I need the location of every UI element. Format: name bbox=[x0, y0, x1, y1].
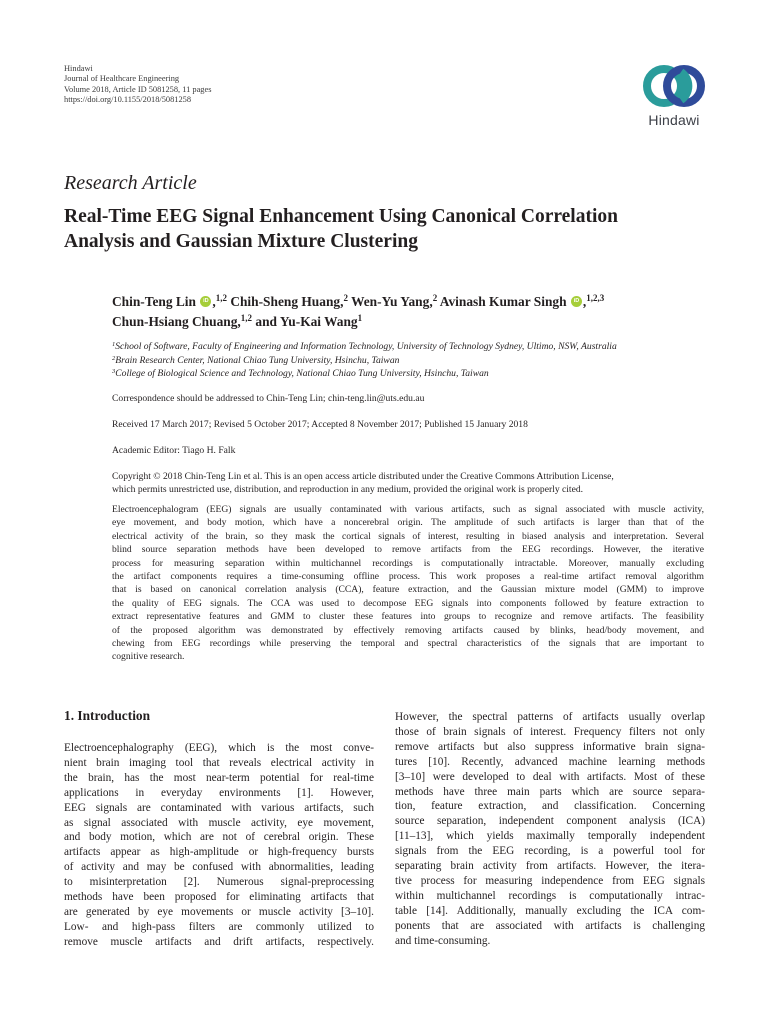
author-name: Chun-Hsiang Chuang bbox=[112, 314, 238, 329]
body-line: to misinterpretation [2]. Numerous signal-preprocessing bbox=[64, 876, 374, 889]
affiliation-item bbox=[112, 340, 712, 354]
affiliation-item bbox=[112, 367, 712, 381]
body-line: remove muscle artifacts and drift artifacts, respectively. bbox=[64, 935, 374, 948]
body-line: the brain, has the most near-term potential for real-time bbox=[64, 771, 374, 784]
body-line: artifacts appear as high-amplitude or high-frequency bursts bbox=[64, 846, 374, 859]
author-affiliation-ref: 1,2,3 bbox=[586, 293, 605, 303]
correspondence: Correspondence should be addressed to Chin-Teng Lin; chin-teng.lin@uts.edu.au bbox=[112, 393, 425, 404]
body-paragraph bbox=[64, 741, 374, 950]
body-line: methods have three main parts which are source separa- bbox=[395, 785, 705, 798]
body-line: and time-consuming. bbox=[395, 934, 491, 947]
affiliation-list bbox=[112, 340, 712, 381]
author-line: Chun-Hsiang Chuang,$^{1,2}$ and Yu-Kai Wang$^1$ bbox=[112, 313, 363, 329]
author-list bbox=[112, 292, 712, 332]
hindawi-logo-mark-icon bbox=[636, 60, 712, 112]
abstract-line: extract representative features and GMM to cluster these features into groups to recognize and remove artifacts. The feasibility bbox=[112, 611, 704, 623]
author-name: Chin-Teng Lin bbox=[112, 294, 196, 309]
affiliation-text: Brain Research Center, National Chiao Tung University, Hsinchu, Taiwan bbox=[115, 354, 400, 366]
abstract-line: the quality of EEG signals. The CCA was used to decompose EEG signals into components followed by feature extraction to bbox=[112, 597, 704, 609]
hindawi-logo bbox=[636, 60, 712, 132]
abstract-line: process for measuring separation within multichannel recordings is computationally intractable. Moreover, manually excluding bbox=[112, 557, 704, 569]
academic-editor: Academic Editor: Tiago H. Falk bbox=[112, 445, 236, 456]
abstract-line: the artifact components requires a time-consuming offline process. This work proposes a real-time artifact removal algorithm bbox=[112, 571, 704, 583]
abstract-line: of the proposed algorithm was demonstrated by effectively removing artifacts caused by blinks, head/body movement, and bbox=[112, 624, 704, 636]
abstract-line: Electroencephalogram (EEG) signals are usually contaminated with various artifacts, such as signal associated with muscle activity, bbox=[112, 504, 704, 515]
title-line: Real-Time EEG Signal Enhancement Using Canonical Correlation bbox=[64, 206, 618, 227]
body-paragraph bbox=[395, 710, 705, 949]
body-line: signals from the EEG recording, is a powerful tool for bbox=[395, 845, 705, 858]
author-line: Chin-Teng Lin iD ,$^{1,2}$ Chih-Sheng Huang,$^2$ Wen-Yu Yang,$^2$ Avinash Kumar Singh iD ,$^{1,2,3}$ bbox=[112, 292, 712, 312]
body-line: However, the spectral patterns of artifacts usually overlap bbox=[395, 711, 705, 723]
author-name: Yu-Kai Wang bbox=[279, 314, 358, 329]
orcid-icon[interactable] bbox=[571, 296, 582, 307]
body-line: EEG signals are contaminated with various artifacts, such bbox=[64, 801, 374, 814]
body-line: are generated by eye movements or muscle activity [3–10]. bbox=[64, 905, 374, 918]
author-name: Wen-Yu Yang bbox=[351, 294, 430, 309]
body-line: remove artifacts but also suppress informative brain signa- bbox=[395, 740, 705, 753]
abstract-line: cognitive research. bbox=[112, 651, 185, 663]
body-line: and body motion, which are not of cerebral origin. These bbox=[64, 831, 374, 844]
body-column-left bbox=[64, 708, 374, 950]
journal-name: Journal of Healthcare Engineering bbox=[64, 74, 180, 84]
body-line: those of brain signals of interest. Frequency filters not only bbox=[395, 725, 705, 738]
section-heading: 1. Introduction bbox=[64, 708, 151, 723]
affiliation-number: 2 bbox=[112, 354, 116, 362]
affiliation-item bbox=[112, 354, 712, 368]
abstract-line: chewing from EEG recordings while preserving the temporal and spectral characteristics of the signals that are important to bbox=[112, 638, 704, 650]
hindawi-logo-text: Hindawi bbox=[648, 112, 700, 128]
body-line: [11–13], which yields maximally temporally independent bbox=[395, 830, 705, 843]
body-line: nient brain imaging tool that reveals electrical activity in bbox=[64, 756, 374, 769]
body-line: within multichannel recordings is computationally intrac- bbox=[395, 889, 705, 902]
abstract-line: that is based on canonical correlation analysis (CCA), feature extraction, and the Gaussian mixture model (GMM) to improve bbox=[112, 584, 704, 596]
affiliation-number: 3 bbox=[112, 368, 116, 375]
body-line: methods have been proposed for eliminating artifacts that bbox=[64, 891, 374, 904]
author-affiliation-ref: 1,2 bbox=[215, 293, 227, 303]
body-line: separating brain activity from artifacts. However, the itera- bbox=[395, 860, 705, 873]
body-line: source separation, independent component analysis (ICA) bbox=[395, 815, 705, 828]
affiliation-text: College of Biological Science and Technology, National Chiao Tung University, Hsinchu, Taiwan bbox=[115, 368, 489, 379]
publisher-name: Hindawi bbox=[64, 64, 93, 73]
author-connector: and bbox=[255, 314, 277, 329]
orcid-icon[interactable] bbox=[200, 296, 211, 307]
body-line: Electroencephalography (EEG), which is the most conve- bbox=[64, 742, 374, 754]
author-affiliation-ref: 2 bbox=[432, 293, 438, 303]
copyright-line: which permits unrestricted use, distribution, and reproduction in any medium, provided the original work is properly cited. bbox=[112, 484, 584, 496]
article-type: Research Article bbox=[64, 172, 197, 194]
body-line: of activity and may be confused with abnormalities, leading bbox=[64, 861, 374, 874]
abstract-line: electrical activity of the brain, so they mask the cortical signals of interest, resulting in biased analysis and interpretation. Several bbox=[112, 530, 704, 542]
body-line: table [14]. Additionally, manually excluding the ICA com- bbox=[395, 904, 705, 917]
body-line: applications in everyday environments [1]. However, bbox=[64, 786, 374, 799]
volume-info: Volume 2018, Article ID 5081258, 11 pages bbox=[64, 84, 212, 94]
copyright-line: Copyright © 2018 Chin-Teng Lin et al. This is an open access article distributed under the Creative Commons Attribution License, bbox=[112, 471, 614, 482]
abstract-line: blind source separation methods have been developed to remove artifacts from the EEG recordings. However, the iterative bbox=[112, 544, 704, 556]
affiliation-text: School of Software, Faculty of Engineering and Information Technology, University of Technology Sydney, Ultimo, NSW, Australia bbox=[115, 341, 617, 352]
article-title bbox=[64, 204, 714, 254]
body-line: [3–10] were developed to deal with artifacts. Most of these bbox=[395, 770, 705, 783]
body-line: as signal associated with muscle activity, eye movement, bbox=[64, 816, 374, 829]
author-name: Chih-Sheng Huang bbox=[230, 294, 341, 309]
author-affiliation-ref: 1,2 bbox=[240, 313, 253, 323]
doi-link[interactable]: https://doi.org/10.1155/2018/5081258 bbox=[64, 95, 192, 105]
title-line: Analysis and Gaussian Mixture Clustering bbox=[64, 231, 418, 252]
body-column-right bbox=[395, 710, 705, 949]
author-affiliation-ref: 2 bbox=[343, 293, 348, 303]
copyright-notice bbox=[112, 470, 712, 497]
author-affiliation-ref: 1 bbox=[357, 313, 363, 323]
abstract bbox=[112, 503, 704, 664]
journal-meta bbox=[64, 64, 211, 106]
body-line: tures [10]. Recently, advanced machine learning methods bbox=[395, 755, 705, 768]
body-line: Low- and high-pass filters are commonly utilized to bbox=[64, 920, 374, 933]
publication-dates: Received 17 March 2017; Revised 5 October 2017; Accepted 8 November 2017; Published 15 January 2018 bbox=[112, 419, 528, 430]
abstract-line: eye movement, and body motion, which have a noncerebral origin. The amplitude of such artifacts is larger than that of the bbox=[112, 517, 704, 529]
affiliation-number: 1 bbox=[112, 341, 116, 348]
body-line: ponents that are associated with artifacts is challenging bbox=[395, 919, 705, 932]
body-line: tive process for measuring independence from EEG signals bbox=[395, 874, 705, 887]
body-line: tion, feature extraction, and classification. Concerning bbox=[395, 800, 705, 813]
author-name: Avinash Kumar Singh bbox=[439, 294, 567, 309]
